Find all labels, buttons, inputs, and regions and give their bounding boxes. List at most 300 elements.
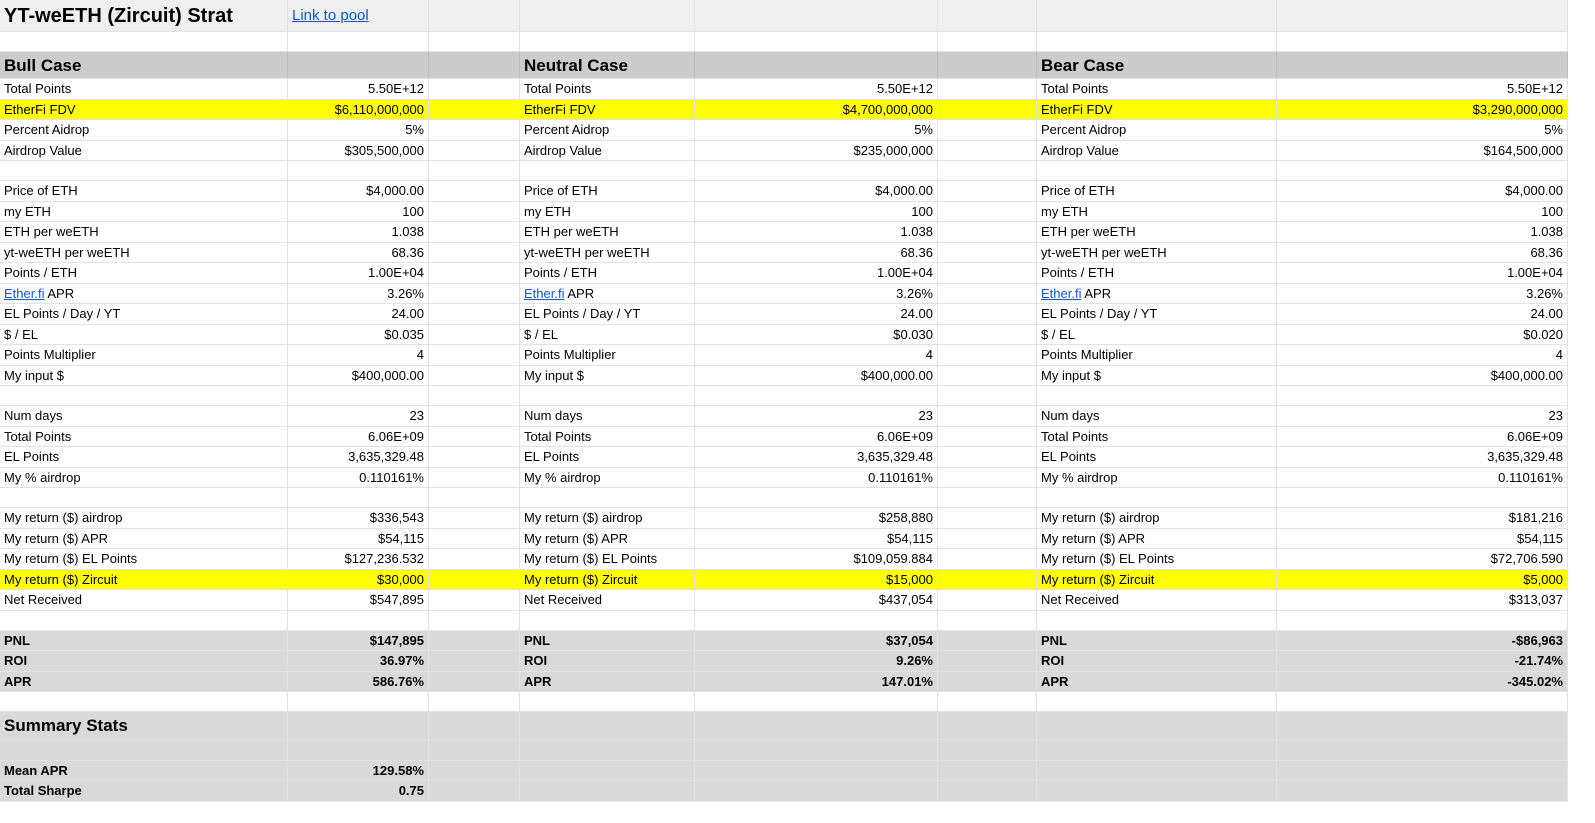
empty-cell[interactable] [288,32,429,51]
metric-value[interactable]: 147.01% [695,672,938,692]
metric-label[interactable]: Points / ETH [0,263,288,283]
empty-cell[interactable] [938,366,1037,386]
empty-cell[interactable] [288,386,429,405]
metric-value[interactable]: 1.038 [695,222,938,242]
empty-cell[interactable] [1277,611,1568,630]
empty-cell[interactable] [938,570,1037,590]
metric-value[interactable]: $15,000 [695,570,938,590]
empty-cell[interactable] [520,761,695,781]
summary-stat-label[interactable]: Mean APR [0,761,288,781]
metric-label[interactable]: EtherFi FDV [520,100,695,120]
empty-cell[interactable] [938,202,1037,222]
empty-cell[interactable] [1037,781,1277,801]
empty-cell[interactable] [429,781,520,801]
empty-cell[interactable] [695,611,938,630]
metric-label[interactable]: My % airdrop [0,468,288,488]
metric-value[interactable]: 6.06E+09 [288,427,429,447]
empty-cell[interactable] [938,100,1037,120]
metric-value[interactable]: 1.038 [288,222,429,242]
empty-cell[interactable] [1277,712,1568,739]
empty-cell[interactable] [429,468,520,488]
metric-value[interactable]: 23 [1277,406,1568,426]
metric-label[interactable]: $ / EL [520,325,695,345]
metric-label[interactable]: Total Points [520,427,695,447]
empty-cell[interactable] [695,386,938,405]
empty-cell[interactable] [288,712,429,739]
empty-cell[interactable] [429,692,520,711]
metric-label[interactable]: Net Received [520,590,695,610]
empty-cell[interactable] [288,52,429,78]
case-title[interactable]: Neutral Case [520,52,695,78]
metric-label[interactable]: My return ($) APR [0,529,288,549]
empty-cell[interactable] [695,32,938,51]
metric-label[interactable]: My return ($) Zircuit [1037,570,1277,590]
metric-value[interactable]: 1.038 [1277,222,1568,242]
empty-cell[interactable] [520,161,695,180]
empty-cell[interactable] [938,672,1037,692]
empty-cell[interactable] [1037,761,1277,781]
metric-label[interactable]: Airdrop Value [520,141,695,161]
metric-label[interactable]: Airdrop Value [1037,141,1277,161]
metric-value[interactable]: $4,700,000,000 [695,100,938,120]
metric-value[interactable]: $30,000 [288,570,429,590]
metric-label[interactable]: Points / ETH [520,263,695,283]
metric-value[interactable]: $400,000.00 [288,366,429,386]
empty-cell[interactable] [429,740,520,760]
empty-cell[interactable] [429,508,520,528]
empty-cell[interactable] [938,32,1037,51]
metric-label[interactable]: Percent Aidrop [0,120,288,140]
metric-value[interactable]: $54,115 [1277,529,1568,549]
empty-cell[interactable] [0,740,288,760]
empty-cell[interactable] [520,488,695,507]
metric-value[interactable]: $54,115 [288,529,429,549]
metric-label[interactable]: PNL [0,631,288,651]
metric-value[interactable]: $0.035 [288,325,429,345]
empty-cell[interactable] [520,781,695,801]
metric-value[interactable]: -$86,963 [1277,631,1568,651]
empty-cell[interactable] [938,284,1037,304]
empty-cell[interactable] [1037,161,1277,180]
empty-cell[interactable] [938,325,1037,345]
empty-cell[interactable] [429,345,520,365]
metric-value[interactable]: -345.02% [1277,672,1568,692]
empty-cell[interactable] [429,529,520,549]
metric-value[interactable]: 4 [1277,345,1568,365]
metric-value[interactable]: $4,000.00 [1277,181,1568,201]
metric-label[interactable]: PNL [520,631,695,651]
empty-cell[interactable] [288,740,429,760]
metric-label[interactable]: EL Points [0,447,288,467]
empty-cell[interactable] [429,406,520,426]
empty-cell[interactable] [938,611,1037,630]
metric-label[interactable]: Total Points [1037,427,1277,447]
empty-cell[interactable] [429,761,520,781]
empty-cell[interactable] [938,590,1037,610]
empty-cell[interactable] [429,181,520,201]
metric-value[interactable]: 5.50E+12 [1277,79,1568,99]
metric-value[interactable]: $4,000.00 [695,181,938,201]
empty-cell[interactable] [1037,692,1277,711]
metric-value[interactable]: $181,216 [1277,508,1568,528]
metric-label[interactable]: APR [0,672,288,692]
empty-cell[interactable] [938,781,1037,801]
metric-label[interactable]: My % airdrop [1037,468,1277,488]
metric-label[interactable]: My input $ [0,366,288,386]
empty-cell[interactable] [1037,386,1277,405]
empty-cell[interactable] [520,0,695,31]
empty-cell[interactable] [288,611,429,630]
metric-label[interactable]: My return ($) EL Points [520,549,695,569]
empty-cell[interactable] [429,549,520,569]
empty-cell[interactable] [938,52,1037,78]
metric-value[interactable]: 1.00E+04 [695,263,938,283]
metric-label[interactable]: $ / EL [0,325,288,345]
empty-cell[interactable] [429,141,520,161]
empty-cell[interactable] [520,712,695,739]
metric-label[interactable]: Total Points [520,79,695,99]
metric-label[interactable]: ROI [0,651,288,671]
pool-link[interactable]: Link to pool [292,7,369,24]
metric-label[interactable]: EL Points / Day / YT [520,304,695,324]
empty-cell[interactable] [938,304,1037,324]
metric-value[interactable]: $5,000 [1277,570,1568,590]
metric-label[interactable]: Price of ETH [520,181,695,201]
empty-cell[interactable] [695,692,938,711]
empty-cell[interactable] [429,304,520,324]
metric-value[interactable]: $336,543 [288,508,429,528]
empty-cell[interactable] [1037,0,1277,31]
empty-cell[interactable] [429,243,520,263]
metric-label[interactable]: my ETH [1037,202,1277,222]
metric-label[interactable]: Total Points [1037,79,1277,99]
metric-value[interactable]: 5.50E+12 [695,79,938,99]
metric-label[interactable]: My return ($) airdrop [0,508,288,528]
etherfi-link[interactable]: Ether.fi [4,285,45,301]
metric-label[interactable]: My return ($) airdrop [1037,508,1277,528]
empty-cell[interactable] [429,447,520,467]
metric-label[interactable]: My return ($) APR [1037,529,1277,549]
metric-label[interactable] [1037,284,1277,304]
summary-stat-value[interactable]: 129.58% [288,761,429,781]
metric-label[interactable]: Num days [520,406,695,426]
empty-cell[interactable] [429,100,520,120]
metric-value[interactable]: 5% [695,120,938,140]
metric-label[interactable]: Points / ETH [1037,263,1277,283]
metric-value[interactable]: $258,880 [695,508,938,528]
empty-cell[interactable] [520,32,695,51]
empty-cell[interactable] [938,79,1037,99]
metric-value[interactable]: 3.26% [1277,284,1568,304]
empty-cell[interactable] [1277,161,1568,180]
metric-label[interactable]: yt-weETH per weETH [520,243,695,263]
empty-cell[interactable] [429,366,520,386]
metric-label[interactable] [0,284,288,304]
metric-value[interactable]: 3,635,329.48 [1277,447,1568,467]
metric-label[interactable]: Total Points [0,79,288,99]
empty-cell[interactable] [288,692,429,711]
metric-value[interactable]: $313,037 [1277,590,1568,610]
empty-cell[interactable] [938,386,1037,405]
empty-cell[interactable] [938,692,1037,711]
empty-cell[interactable] [695,161,938,180]
empty-cell[interactable] [429,161,520,180]
empty-cell[interactable] [1277,761,1568,781]
metric-value[interactable]: $147,895 [288,631,429,651]
empty-cell[interactable] [938,651,1037,671]
empty-cell[interactable] [429,0,520,31]
metric-value[interactable]: 23 [695,406,938,426]
metric-label[interactable]: $ / EL [1037,325,1277,345]
metric-label[interactable]: My return ($) APR [520,529,695,549]
empty-cell[interactable] [938,740,1037,760]
empty-cell[interactable] [938,181,1037,201]
metric-value[interactable]: $547,895 [288,590,429,610]
metric-label[interactable]: Price of ETH [1037,181,1277,201]
empty-cell[interactable] [429,325,520,345]
empty-cell[interactable] [429,570,520,590]
metric-label[interactable]: EL Points [1037,447,1277,467]
metric-label[interactable]: My % airdrop [520,468,695,488]
empty-cell[interactable] [1037,32,1277,51]
metric-value[interactable]: $54,115 [695,529,938,549]
empty-cell[interactable] [938,243,1037,263]
metric-label[interactable]: EL Points / Day / YT [1037,304,1277,324]
metric-label[interactable] [520,284,695,304]
metric-label[interactable]: Percent Aidrop [520,120,695,140]
etherfi-link[interactable]: Ether.fi [524,285,565,301]
sheet-title[interactable]: YT-weETH (Zircuit) Strat [0,0,288,31]
metric-label[interactable]: APR [1037,672,1277,692]
metric-label[interactable]: EL Points / Day / YT [0,304,288,324]
empty-cell[interactable] [520,740,695,760]
metric-value[interactable]: 0.110161% [288,468,429,488]
metric-label[interactable]: Net Received [0,590,288,610]
metric-value[interactable]: -21.74% [1277,651,1568,671]
metric-value[interactable]: 36.97% [288,651,429,671]
empty-cell[interactable] [938,549,1037,569]
metric-label[interactable]: yt-weETH per weETH [1037,243,1277,263]
empty-cell[interactable] [1277,781,1568,801]
empty-cell[interactable] [938,529,1037,549]
empty-cell[interactable] [429,712,520,739]
metric-value[interactable]: 9.26% [695,651,938,671]
metric-label[interactable]: Percent Aidrop [1037,120,1277,140]
metric-value[interactable]: 4 [695,345,938,365]
empty-cell[interactable] [0,611,288,630]
metric-value[interactable]: $305,500,000 [288,141,429,161]
empty-cell[interactable] [429,79,520,99]
empty-cell[interactable] [938,406,1037,426]
empty-cell[interactable] [695,712,938,739]
metric-label[interactable]: APR [520,672,695,692]
metric-value[interactable]: 1.00E+04 [288,263,429,283]
metric-label[interactable]: Total Points [0,427,288,447]
empty-cell[interactable] [520,386,695,405]
metric-label[interactable]: Points Multiplier [0,345,288,365]
empty-cell[interactable] [938,712,1037,739]
empty-cell[interactable] [695,0,938,31]
metric-label[interactable]: My return ($) Zircuit [0,570,288,590]
metric-label[interactable]: yt-weETH per weETH [0,243,288,263]
empty-cell[interactable] [1277,32,1568,51]
empty-cell[interactable] [695,761,938,781]
metric-value[interactable]: 24.00 [1277,304,1568,324]
metric-value[interactable]: $6,110,000,000 [288,100,429,120]
empty-cell[interactable] [1277,692,1568,711]
metric-value[interactable]: 3,635,329.48 [288,447,429,467]
empty-cell[interactable] [429,611,520,630]
empty-cell[interactable] [288,161,429,180]
metric-label[interactable]: my ETH [0,202,288,222]
metric-label[interactable]: My input $ [1037,366,1277,386]
empty-cell[interactable] [1037,611,1277,630]
empty-cell[interactable] [429,263,520,283]
metric-label[interactable]: My return ($) airdrop [520,508,695,528]
empty-cell[interactable] [429,120,520,140]
metric-value[interactable]: 5.50E+12 [288,79,429,99]
empty-cell[interactable] [0,32,288,51]
empty-cell[interactable] [695,781,938,801]
summary-stat-label[interactable]: Total Sharpe [0,781,288,801]
empty-cell[interactable] [429,284,520,304]
empty-cell[interactable] [1037,488,1277,507]
metric-value[interactable]: $0.030 [695,325,938,345]
metric-label[interactable]: EL Points [520,447,695,467]
empty-cell[interactable] [0,692,288,711]
metric-label[interactable]: ETH per weETH [520,222,695,242]
metric-value[interactable]: 586.76% [288,672,429,692]
empty-cell[interactable] [429,651,520,671]
metric-value[interactable]: 68.36 [1277,243,1568,263]
metric-value[interactable]: 68.36 [288,243,429,263]
empty-cell[interactable] [938,120,1037,140]
metric-value[interactable]: 23 [288,406,429,426]
metric-value[interactable]: $400,000.00 [695,366,938,386]
metric-label[interactable]: My input $ [520,366,695,386]
metric-value[interactable]: 100 [288,202,429,222]
empty-cell[interactable] [429,222,520,242]
metric-value[interactable]: $0.020 [1277,325,1568,345]
summary-stat-value[interactable]: 0.75 [288,781,429,801]
metric-value[interactable]: 0.110161% [1277,468,1568,488]
empty-cell[interactable] [0,386,288,405]
empty-cell[interactable] [938,468,1037,488]
metric-label[interactable]: EtherFi FDV [0,100,288,120]
empty-cell[interactable] [1277,488,1568,507]
empty-cell[interactable] [429,427,520,447]
metric-value[interactable]: 3.26% [695,284,938,304]
metric-value[interactable]: 4 [288,345,429,365]
empty-cell[interactable] [938,447,1037,467]
metric-value[interactable]: 100 [695,202,938,222]
empty-cell[interactable] [938,508,1037,528]
metric-value[interactable]: $3,290,000,000 [1277,100,1568,120]
metric-value[interactable]: 0.110161% [695,468,938,488]
empty-cell[interactable] [1277,386,1568,405]
metric-label[interactable]: My return ($) EL Points [0,549,288,569]
metric-value[interactable]: 1.00E+04 [1277,263,1568,283]
empty-cell[interactable] [429,590,520,610]
metric-label[interactable]: My return ($) EL Points [1037,549,1277,569]
metric-value[interactable]: 5% [1277,120,1568,140]
etherfi-link[interactable]: Ether.fi [1041,285,1082,301]
metric-value[interactable]: $235,000,000 [695,141,938,161]
metric-value[interactable]: $127,236.532 [288,549,429,569]
metric-value[interactable]: 3,635,329.48 [695,447,938,467]
empty-cell[interactable] [938,161,1037,180]
metric-value[interactable]: 6.06E+09 [1277,427,1568,447]
metric-label[interactable]: Net Received [1037,590,1277,610]
metric-label[interactable]: My return ($) Zircuit [520,570,695,590]
metric-label[interactable]: PNL [1037,631,1277,651]
empty-cell[interactable] [1037,740,1277,760]
metric-value[interactable]: 6.06E+09 [695,427,938,447]
empty-cell[interactable] [0,161,288,180]
metric-value[interactable]: $164,500,000 [1277,141,1568,161]
empty-cell[interactable] [695,740,938,760]
metric-value[interactable]: $4,000.00 [288,181,429,201]
case-title[interactable]: Bull Case [0,52,288,78]
empty-cell[interactable] [0,488,288,507]
empty-cell[interactable] [520,611,695,630]
empty-cell[interactable] [288,488,429,507]
empty-cell[interactable] [695,488,938,507]
empty-cell[interactable] [429,386,520,405]
empty-cell[interactable] [938,222,1037,242]
metric-value[interactable]: 5% [288,120,429,140]
empty-cell[interactable] [429,202,520,222]
empty-cell[interactable] [1277,740,1568,760]
metric-value[interactable]: 3.26% [288,284,429,304]
metric-label[interactable]: Price of ETH [0,181,288,201]
metric-value[interactable]: $437,054 [695,590,938,610]
metric-label[interactable]: Num days [1037,406,1277,426]
empty-cell[interactable] [429,32,520,51]
metric-label[interactable]: ETH per weETH [0,222,288,242]
metric-label[interactable]: my ETH [520,202,695,222]
empty-cell[interactable] [1277,52,1568,78]
empty-cell[interactable] [1277,0,1568,31]
empty-cell[interactable] [938,263,1037,283]
metric-value[interactable]: $37,054 [695,631,938,651]
empty-cell[interactable] [938,427,1037,447]
metric-label[interactable]: ROI [1037,651,1277,671]
empty-cell[interactable] [695,52,938,78]
metric-label[interactable]: Num days [0,406,288,426]
metric-label[interactable]: ETH per weETH [1037,222,1277,242]
metric-value[interactable]: $400,000.00 [1277,366,1568,386]
metric-value[interactable]: 100 [1277,202,1568,222]
metric-value[interactable]: 68.36 [695,243,938,263]
empty-cell[interactable] [938,631,1037,651]
metric-label[interactable]: EtherFi FDV [1037,100,1277,120]
empty-cell[interactable] [429,672,520,692]
metric-value[interactable]: 24.00 [695,304,938,324]
empty-cell[interactable] [938,141,1037,161]
metric-value[interactable]: $109,059.884 [695,549,938,569]
empty-cell[interactable] [938,0,1037,31]
metric-label[interactable]: Airdrop Value [0,141,288,161]
pool-link-cell[interactable] [288,0,429,31]
empty-cell[interactable] [1037,712,1277,739]
metric-value[interactable]: $72,706.590 [1277,549,1568,569]
metric-label[interactable]: Points Multiplier [520,345,695,365]
summary-title[interactable]: Summary Stats [0,712,288,739]
case-title[interactable]: Bear Case [1037,52,1277,78]
empty-cell[interactable] [520,692,695,711]
metric-label[interactable]: Points Multiplier [1037,345,1277,365]
